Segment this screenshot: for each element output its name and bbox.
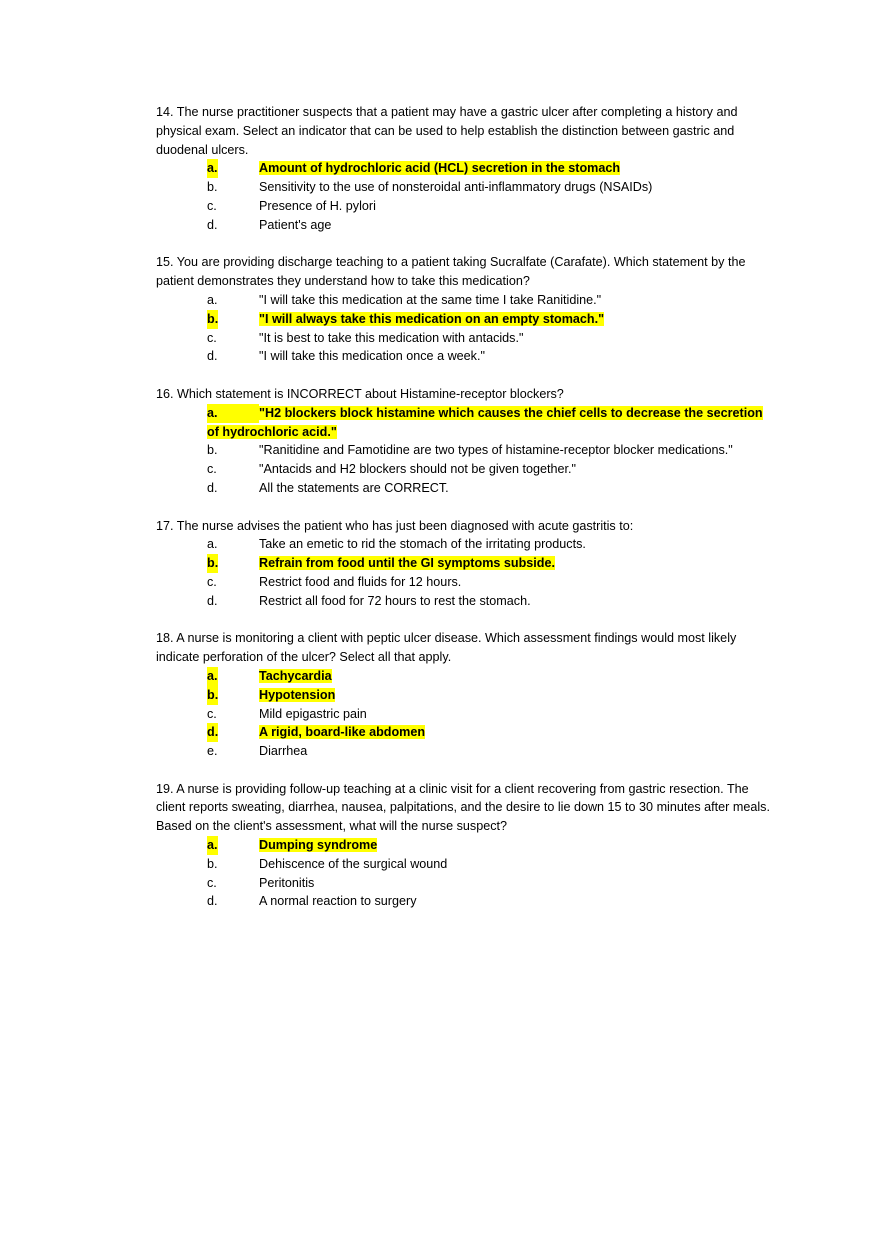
option-text: Mild epigastric pain xyxy=(259,706,367,721)
answer-option xyxy=(156,535,776,554)
option-text: "Ranitidine and Famotidine are two types of histamine-receptor blocker medications." xyxy=(259,443,733,458)
question-stem: 18. A nurse is monitoring a client with peptic ulcer disease. Which assessment findings would most likely indicate perforation of the ulcer? Select all that apply. xyxy=(156,631,737,665)
option-letter: c. xyxy=(207,574,217,589)
option-text: Restrict all food for 72 hours to rest the stomach. xyxy=(259,593,531,608)
option-letter: d. xyxy=(207,723,218,742)
option-text: Amount of hydrochloric acid (HCL) secretion in the stomach xyxy=(259,161,621,176)
question-14 xyxy=(156,103,776,235)
question-stem: 19. A nurse is providing follow-up teaching at a clinic visit for a client recovering from gastric resection. The client reports sweating, diarrhea, nausea, palpitations, and the desire to lie down 15 to 30 minutes after meals. Based on the client's assessment, what will the nurse suspect? xyxy=(156,781,770,834)
answer-option xyxy=(156,855,776,874)
answer-option xyxy=(156,441,776,460)
option-text: A normal reaction to surgery xyxy=(259,894,417,909)
option-letter: b. xyxy=(207,554,218,573)
option-letter: a. xyxy=(207,159,218,178)
answer-option xyxy=(156,479,776,498)
question-stem: 14. The nurse practitioner suspects that a patient may have a gastric ulcer after completing a history and physical exam. Select an indicator that can be used to help establish the distinction between gastric and duodenal ulcers. xyxy=(156,105,738,157)
answer-option xyxy=(156,592,776,611)
option-text: "Antacids and H2 blockers should not be given together." xyxy=(259,462,576,477)
option-text: "I will take this medication at the same time I take Ranitidine." xyxy=(259,292,602,307)
question-17 xyxy=(156,517,776,611)
question-18 xyxy=(156,629,776,761)
option-letter: c. xyxy=(207,330,217,345)
answer-option-correct xyxy=(156,836,776,855)
option-letter: a. xyxy=(207,404,259,423)
answer-option xyxy=(156,216,776,235)
answer-option xyxy=(156,573,776,592)
question-stem: 17. The nurse advises the patient who has just been diagnosed with acute gastritis to: xyxy=(156,518,634,533)
quiz-page xyxy=(156,103,776,930)
option-letter: b. xyxy=(207,443,218,458)
option-text: Presence of H. pylori xyxy=(259,198,376,213)
question-19 xyxy=(156,780,776,912)
option-letter: a. xyxy=(207,667,218,686)
option-text: Take an emetic to rid the stomach of the irritating products. xyxy=(259,537,586,552)
answer-option xyxy=(156,178,776,197)
answer-options xyxy=(156,535,776,610)
answer-options xyxy=(156,836,776,911)
option-letter: d. xyxy=(207,894,218,909)
answer-option-correct xyxy=(156,404,776,442)
option-letter: b. xyxy=(207,310,218,329)
answer-option xyxy=(156,892,776,911)
option-text: Sensitivity to the use of nonsteroidal anti-inflammatory drugs (NSAIDs) xyxy=(259,180,653,195)
option-text: Hypotension xyxy=(259,687,336,702)
option-letter: d. xyxy=(207,217,218,232)
answer-option-correct xyxy=(156,667,776,686)
option-letter: b. xyxy=(207,856,218,871)
answer-options xyxy=(156,404,776,498)
question-stem: 15. You are providing discharge teaching to a patient taking Sucralfate (Carafate). Which statement by the patient demonstrates they understand how to take this medication? xyxy=(156,255,746,289)
option-letter: c. xyxy=(207,462,217,477)
option-text: Tachycardia xyxy=(259,668,332,683)
option-letter: a. xyxy=(207,537,218,552)
question-15 xyxy=(156,253,776,366)
answer-option-correct xyxy=(156,723,776,742)
option-text: Dumping syndrome xyxy=(259,838,378,853)
option-letter: b. xyxy=(207,686,218,705)
answer-option xyxy=(156,460,776,479)
answer-option xyxy=(156,705,776,724)
option-letter: d. xyxy=(207,480,218,495)
answer-option xyxy=(156,742,776,761)
answer-options xyxy=(156,291,776,366)
answer-option-correct xyxy=(156,310,776,329)
answer-option xyxy=(156,347,776,366)
option-text: A rigid, board-like abdomen xyxy=(259,725,426,740)
answer-option-correct xyxy=(156,159,776,178)
option-text: Patient's age xyxy=(259,217,332,232)
option-letter: c. xyxy=(207,875,217,890)
option-text: Diarrhea xyxy=(259,744,308,759)
option-text: "I will take this medication once a week." xyxy=(259,349,485,364)
question-stem: 16. Which statement is INCORRECT about Histamine-receptor blockers? xyxy=(156,386,564,401)
option-letter: c. xyxy=(207,706,217,721)
option-letter: d. xyxy=(207,349,218,364)
answer-option xyxy=(156,874,776,893)
option-text: "I will always take this medication on an empty stomach." xyxy=(259,311,605,326)
answer-option xyxy=(156,291,776,310)
option-text: "It is best to take this medication with antacids." xyxy=(259,330,524,345)
answer-option xyxy=(156,197,776,216)
option-text: Refrain from food until the GI symptoms subside. xyxy=(259,556,555,571)
answer-options xyxy=(156,159,776,234)
answer-option-correct xyxy=(156,686,776,705)
option-text: "H2 blockers block histamine which causes the chief cells to decrease the secretion of hydrochloric acid." xyxy=(207,405,763,439)
option-text: Dehiscence of the surgical wound xyxy=(259,856,448,871)
option-letter: a. xyxy=(207,292,218,307)
option-text: Restrict food and fluids for 12 hours. xyxy=(259,574,462,589)
option-text: Peritonitis xyxy=(259,875,315,890)
option-letter: c. xyxy=(207,198,217,213)
question-16 xyxy=(156,385,776,498)
answer-option-correct xyxy=(156,554,776,573)
option-letter: d. xyxy=(207,593,218,608)
option-text: All the statements are CORRECT. xyxy=(259,480,449,495)
answer-options xyxy=(156,667,776,761)
option-letter: a. xyxy=(207,836,218,855)
option-letter: e. xyxy=(207,744,218,759)
answer-option xyxy=(156,329,776,348)
option-letter: b. xyxy=(207,180,218,195)
